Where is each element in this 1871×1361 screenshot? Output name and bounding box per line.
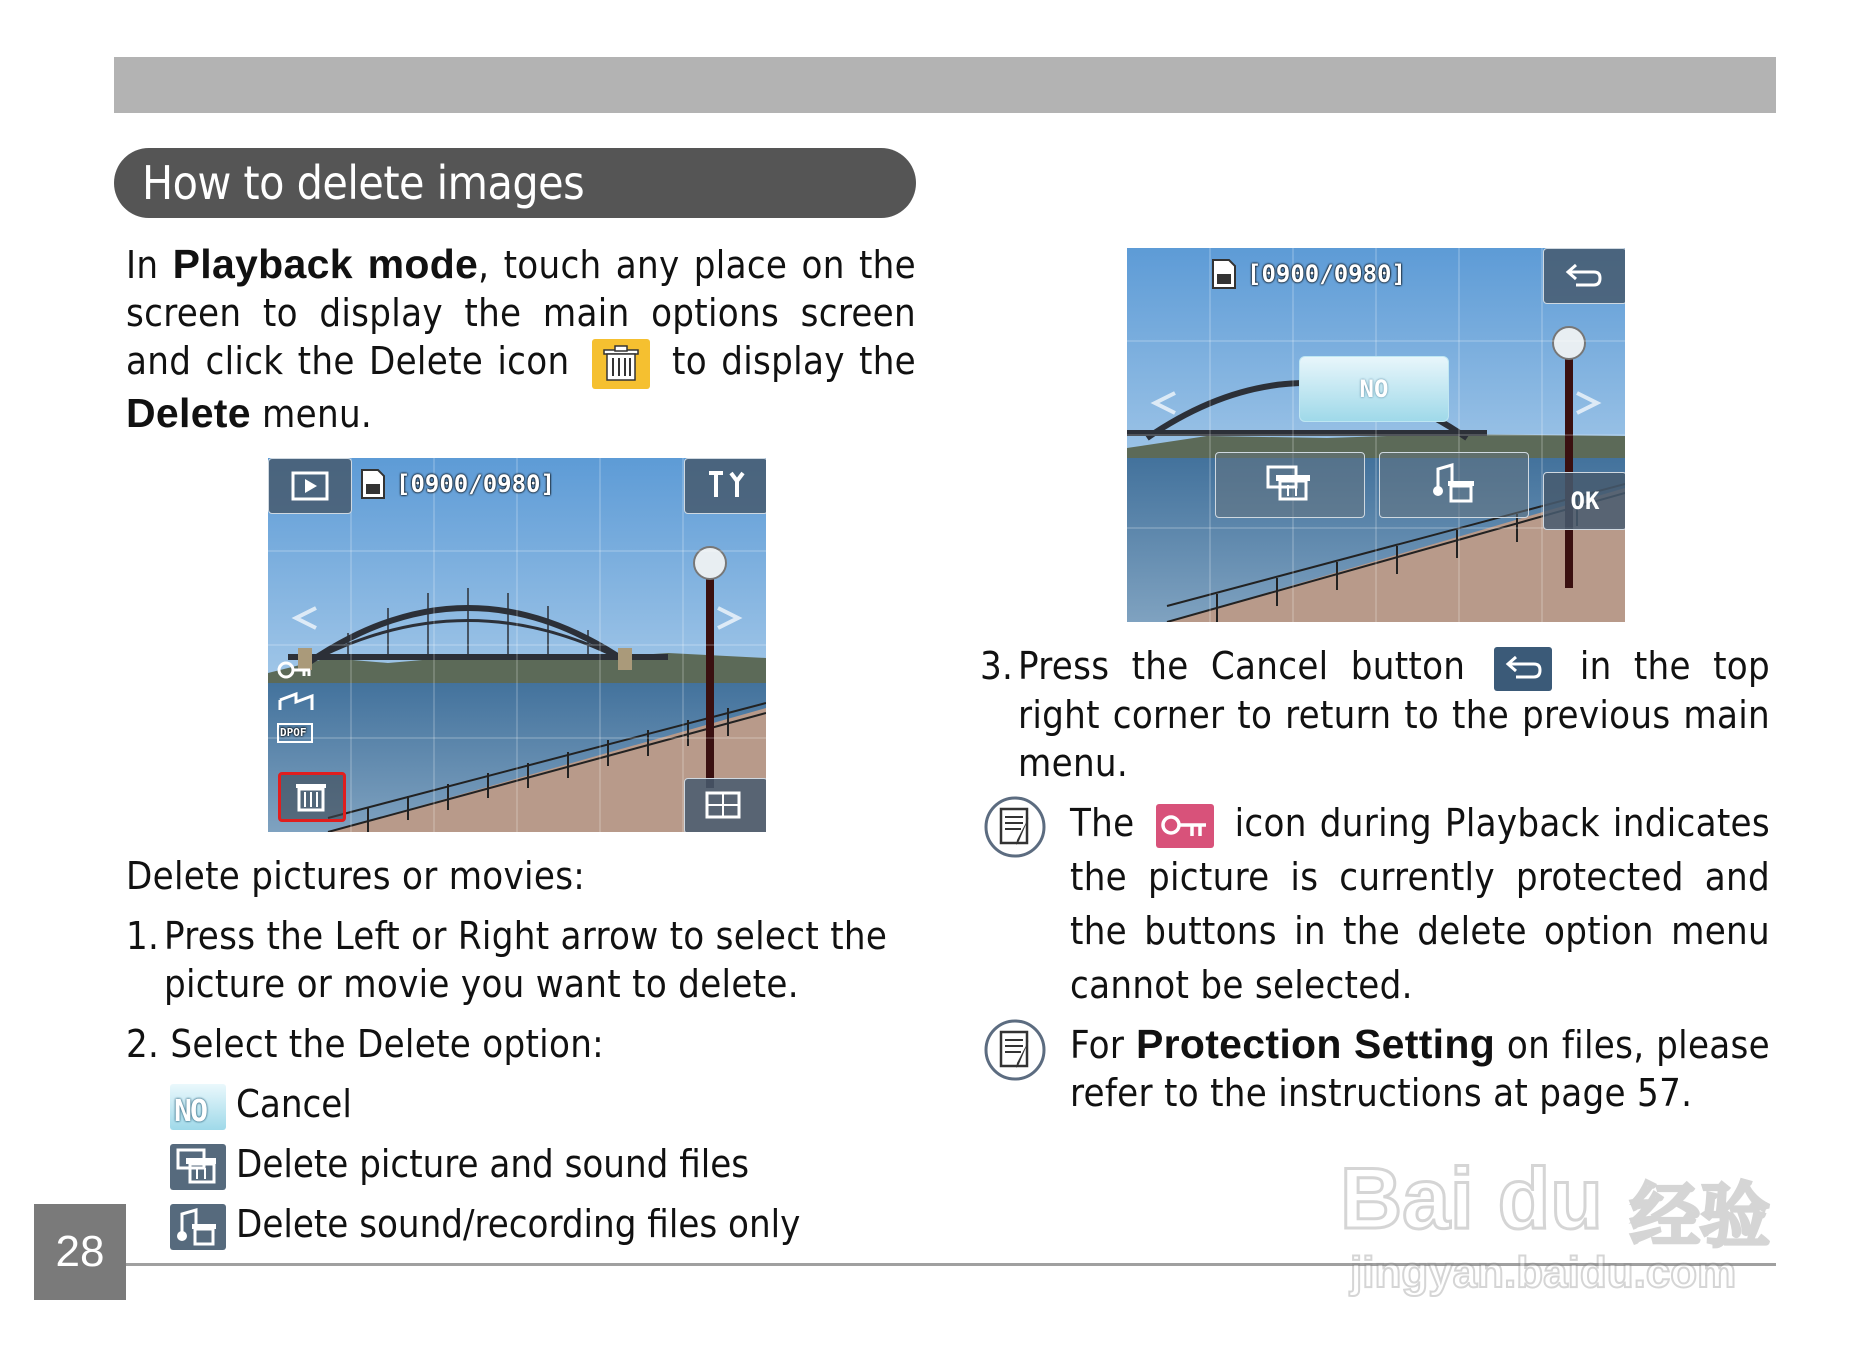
key-icon xyxy=(279,663,310,677)
note-1-text-2: icon during Playback indicates the picture is currently protected and the buttons in the delete option menu cannot be selected. xyxy=(1070,801,1770,1007)
option-delete-all xyxy=(170,1140,749,1190)
image-counter-2: [0900/0980] xyxy=(1247,260,1406,288)
ok-button[interactable]: OK xyxy=(1543,472,1625,530)
intro-text-3: to display the xyxy=(672,339,917,383)
intro-text-2: , touch any place on the screen to display the main options screen and click the Delete icon xyxy=(126,243,916,383)
intro-text-1: In xyxy=(126,243,173,287)
trash-icon xyxy=(592,339,650,389)
memory-card-icon xyxy=(360,468,386,500)
note-1-text-1: The xyxy=(1070,801,1135,845)
delete-sound-button[interactable] xyxy=(1379,452,1529,518)
delete-menu-screen xyxy=(1127,248,1625,622)
step-1-text: Press the Left or Right arrow to select the picture or movie you want to delete. xyxy=(164,914,888,1006)
step-2-number: 2. xyxy=(126,1022,160,1066)
delete-sound-icon xyxy=(1432,463,1476,503)
delete-picture-sound-icon xyxy=(1266,465,1314,501)
image-counter: [0900/0980] xyxy=(396,470,555,498)
watermark-url: jingyan.baidu.com xyxy=(1350,1248,1737,1297)
step-3-number: 3. xyxy=(980,644,1014,688)
delete-button[interactable] xyxy=(278,772,346,822)
playback-icon xyxy=(291,471,331,501)
note-2-bold: Protection Setting xyxy=(1135,1021,1496,1067)
note-2 xyxy=(1070,1020,1770,1117)
note-1 xyxy=(1070,796,1770,1012)
step-3-text-a: Press the Cancel button xyxy=(1018,644,1466,688)
grid-icon xyxy=(705,791,745,821)
delete-picture-sound-option-icon xyxy=(170,1144,226,1190)
step-3-body xyxy=(1018,642,1770,787)
thumbnail-button[interactable] xyxy=(684,778,766,832)
note-icon xyxy=(983,795,1047,859)
intro-paragraph xyxy=(126,240,916,438)
step-2 xyxy=(126,1020,926,1068)
bridge-photo-2 xyxy=(1127,248,1625,622)
steps-heading: Delete pictures or movies: xyxy=(126,854,586,898)
protect-key-icon xyxy=(1156,804,1214,848)
tools-icon xyxy=(705,469,749,499)
option-delete-sound-label: Delete sound/recording files only xyxy=(236,1202,801,1246)
no-cancel-button[interactable]: NO xyxy=(1299,356,1449,422)
note-2-text-1: For xyxy=(1070,1023,1136,1067)
delete-sound-option-icon xyxy=(170,1204,226,1250)
note-2-text-2: on files, please refer to the instructions at page 57. xyxy=(1070,1023,1771,1115)
dpof-label: DPOF xyxy=(280,726,307,739)
page-number: 28 xyxy=(34,1204,126,1300)
step-1-number: 1. xyxy=(126,914,160,958)
header-bar xyxy=(114,57,1776,113)
memory-card-icon-2 xyxy=(1211,258,1237,290)
return-icon xyxy=(1564,261,1604,291)
intro-bold-delete: Delete xyxy=(126,389,251,436)
watermark-cn: 经验 xyxy=(1630,1175,1770,1257)
cancel-return-button[interactable] xyxy=(1543,248,1625,304)
step-3-text-b: in the top right corner to return to the previous main menu. xyxy=(1018,644,1771,785)
option-cancel-label: Cancel xyxy=(236,1082,352,1126)
option-cancel xyxy=(170,1080,352,1130)
playback-mode-button[interactable] xyxy=(268,458,352,514)
baidu-watermark xyxy=(1340,1140,1780,1300)
settings-button[interactable] xyxy=(684,458,766,514)
playback-screen xyxy=(268,458,766,832)
option-delete-all-label: Delete picture and sound files xyxy=(236,1142,750,1186)
cancel-icon xyxy=(1494,647,1552,691)
intro-bold-playback: Playback mode xyxy=(172,241,479,287)
section-title: How to delete images xyxy=(114,148,916,218)
no-option-icon: NO xyxy=(170,1084,226,1130)
intro-text-4: menu. xyxy=(250,391,373,436)
note-icon-2 xyxy=(983,1018,1047,1082)
step-2-text: Select the Delete option: xyxy=(170,1022,604,1066)
sound-icon xyxy=(280,694,312,710)
option-delete-sound xyxy=(170,1200,800,1250)
trash-icon-screen xyxy=(294,780,328,812)
delete-all-button[interactable] xyxy=(1215,452,1365,518)
watermark-brand: Bai du xyxy=(1340,1151,1603,1247)
